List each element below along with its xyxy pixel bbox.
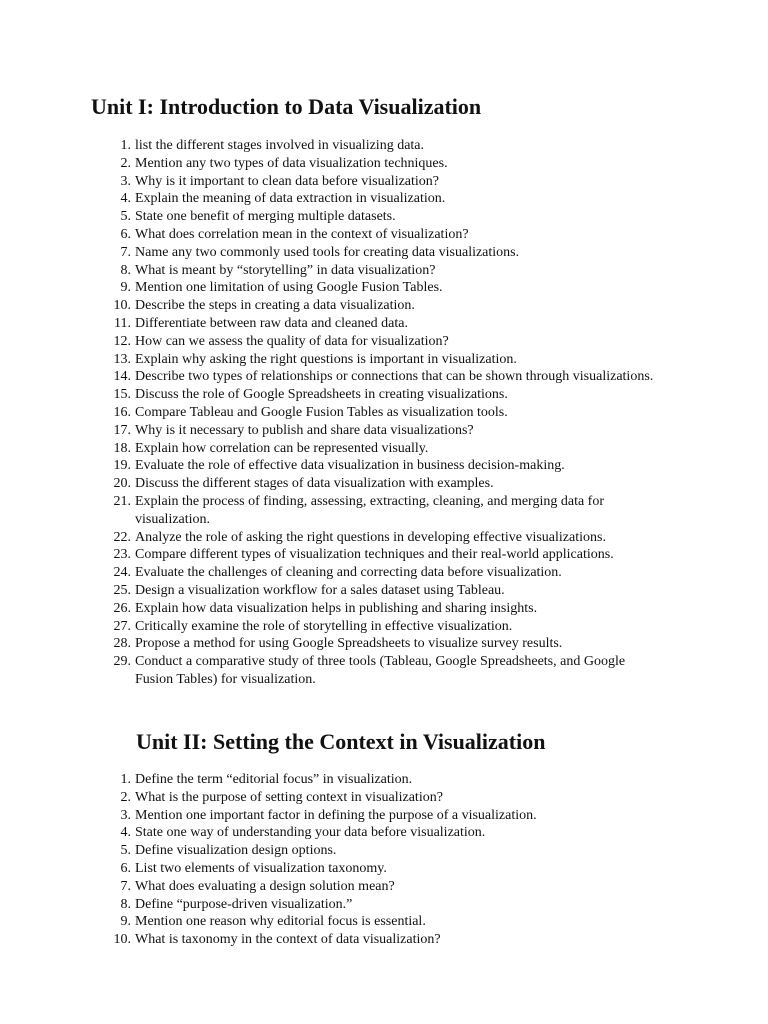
question-text: How can we assess the quality of data for visualization? (135, 333, 449, 349)
question-number: 16. (113, 404, 131, 420)
question-item (0, 546, 665, 564)
question-item (0, 226, 665, 244)
question-text: Critically examine the role of storytelling in effective visualization. (135, 618, 513, 634)
question-item (0, 440, 665, 458)
question-number: 18. (113, 440, 131, 456)
question-text: Propose a method for using Google Spreadsheets to visualize survey results. (135, 636, 563, 652)
question-item (0, 386, 665, 404)
question-text: What is meant by “storytelling” in data visualization? (135, 262, 436, 278)
question-number: 9. (120, 914, 131, 930)
question-number: 24. (113, 565, 131, 581)
question-number: 3. (120, 807, 131, 823)
unit-1-question-list (0, 137, 700, 689)
question-item (0, 824, 665, 842)
question-number: 8. (120, 262, 131, 278)
question-number: 19. (113, 458, 131, 474)
question-item (0, 279, 665, 297)
question-number: 4. (120, 825, 131, 841)
question-text: Evaluate the role of effective data visualization in business decision-making. (135, 458, 565, 474)
question-number: 13. (113, 351, 131, 367)
question-text: Define “purpose-driven visualization.” (135, 896, 353, 912)
question-text: Conduct a comparative study of three tools (Tableau, Google Spreadsheets, and Google Fusion Tables) for visualization. (135, 654, 626, 687)
question-item (0, 913, 665, 931)
question-text: Explain how data visualization helps in publishing and sharing insights. (135, 600, 538, 616)
question-number: 7. (120, 878, 131, 894)
question-number: 6. (120, 860, 131, 876)
question-text: Explain the process of finding, assessing, extracting, cleaning, and merging data for visualization. (135, 493, 604, 527)
question-number: 23. (113, 547, 131, 563)
question-item (0, 315, 665, 333)
question-number: 14. (113, 369, 131, 385)
question-number: 5. (120, 209, 131, 225)
question-item (0, 618, 665, 636)
question-number: 8. (120, 896, 131, 912)
question-text: Mention one limitation of using Google Fusion Tables. (135, 280, 443, 296)
question-item (0, 600, 665, 618)
question-item (0, 653, 665, 689)
question-text: Compare different types of visualization techniques and their real-world applications. (135, 547, 614, 563)
question-item (0, 896, 665, 914)
question-item (0, 262, 665, 280)
question-number: 17. (113, 422, 131, 438)
question-item (0, 582, 665, 600)
question-number: 10. (113, 298, 131, 314)
question-item (0, 842, 665, 860)
question-text: Compare Tableau and Google Fusion Tables as visualization tools. (135, 404, 508, 420)
question-item (0, 564, 665, 582)
question-text: Discuss the different stages of data visualization with examples. (135, 476, 494, 492)
question-text: Discuss the role of Google Spreadsheets in creating visualizations. (135, 387, 508, 403)
question-item (0, 173, 665, 191)
question-text: Differentiate between raw data and cleaned data. (135, 315, 408, 331)
question-item (0, 475, 665, 493)
question-number: 25. (113, 582, 131, 598)
question-text: Explain how correlation can be represented visually. (135, 440, 429, 456)
question-item (0, 860, 665, 878)
question-text: What does evaluating a design solution mean? (135, 878, 395, 894)
question-item (0, 404, 665, 422)
question-number: 21. (113, 493, 131, 509)
question-text: State one benefit of merging multiple datasets. (135, 209, 396, 225)
question-item (0, 493, 665, 529)
question-text: Evaluate the challenges of cleaning and correcting data before visualization. (135, 565, 562, 581)
question-number: 27. (113, 618, 131, 634)
question-text: What does correlation mean in the context of visualization? (135, 226, 469, 242)
question-text: Why is it important to clean data before visualization? (135, 173, 440, 189)
question-text: Mention one reason why editorial focus is essential. (135, 914, 426, 930)
question-number: 2. (120, 155, 131, 171)
question-item (0, 529, 665, 547)
question-text: Mention any two types of data visualization techniques. (135, 155, 448, 171)
question-text: Define visualization design options. (135, 843, 337, 859)
unit-2-title: Unit II: Setting the Context in Visualization (136, 729, 546, 754)
question-number: 3. (120, 173, 131, 189)
question-number: 22. (113, 529, 131, 545)
question-item (0, 635, 665, 653)
question-text: Describe two types of relationships or connections that can be shown through visualizations. (135, 369, 654, 385)
unit-1-title: Unit I: Introduction to Data Visualization (91, 94, 482, 119)
question-item (0, 244, 665, 262)
question-item (0, 368, 665, 386)
question-item (0, 137, 665, 155)
question-item (0, 351, 665, 369)
question-number: 1. (120, 138, 131, 153)
question-text: Explain the meaning of data extraction in visualization. (135, 191, 446, 207)
question-item (0, 155, 665, 173)
question-number: 9. (120, 280, 131, 296)
question-number: 26. (113, 600, 131, 616)
question-number: 6. (120, 226, 131, 242)
question-item (0, 422, 665, 440)
question-number: 5. (120, 843, 131, 859)
question-number: 4. (120, 191, 131, 207)
question-item (0, 333, 665, 351)
question-text: Mention one important factor in defining the purpose of a visualization. (135, 807, 537, 823)
question-text: Describe the steps in creating a data visualization. (135, 298, 415, 314)
question-number: 20. (113, 476, 131, 492)
question-number: 11. (114, 315, 131, 331)
question-item (0, 931, 665, 949)
question-number: 12. (113, 333, 131, 349)
question-text: list the different stages involved in visualizing data. (135, 138, 425, 153)
question-text: Analyze the role of asking the right questions in developing effective visualizations. (135, 529, 606, 545)
question-text: Why is it necessary to publish and share data visualizations? (135, 422, 474, 438)
question-item (0, 789, 665, 807)
question-text: List two elements of visualization taxonomy. (135, 860, 387, 876)
question-item (0, 208, 665, 226)
question-item (0, 297, 665, 315)
question-number: 2. (120, 789, 131, 805)
question-item (0, 457, 665, 475)
question-number: 15. (113, 387, 131, 403)
question-text: What is the purpose of setting context in visualization? (135, 789, 443, 805)
question-text: Define the term “editorial focus” in visualization. (135, 772, 413, 787)
question-text: Explain why asking the right questions is important in visualization. (135, 351, 517, 367)
question-text: State one way of understanding your data before visualization. (135, 825, 486, 841)
question-text: Name any two commonly used tools for creating data visualizations. (135, 244, 520, 260)
question-number: 1. (120, 772, 131, 787)
question-text: Design a visualization workflow for a sales dataset using Tableau. (135, 582, 505, 598)
question-number: 7. (120, 244, 131, 260)
question-number: 28. (113, 636, 131, 652)
question-number: 10. (113, 932, 131, 948)
question-item (0, 771, 665, 789)
question-item (0, 190, 665, 208)
question-number: 29. (113, 654, 131, 670)
unit-2-question-list (0, 771, 700, 949)
question-item (0, 807, 665, 825)
question-text: What is taxonomy in the context of data visualization? (135, 932, 441, 948)
question-item (0, 878, 665, 896)
